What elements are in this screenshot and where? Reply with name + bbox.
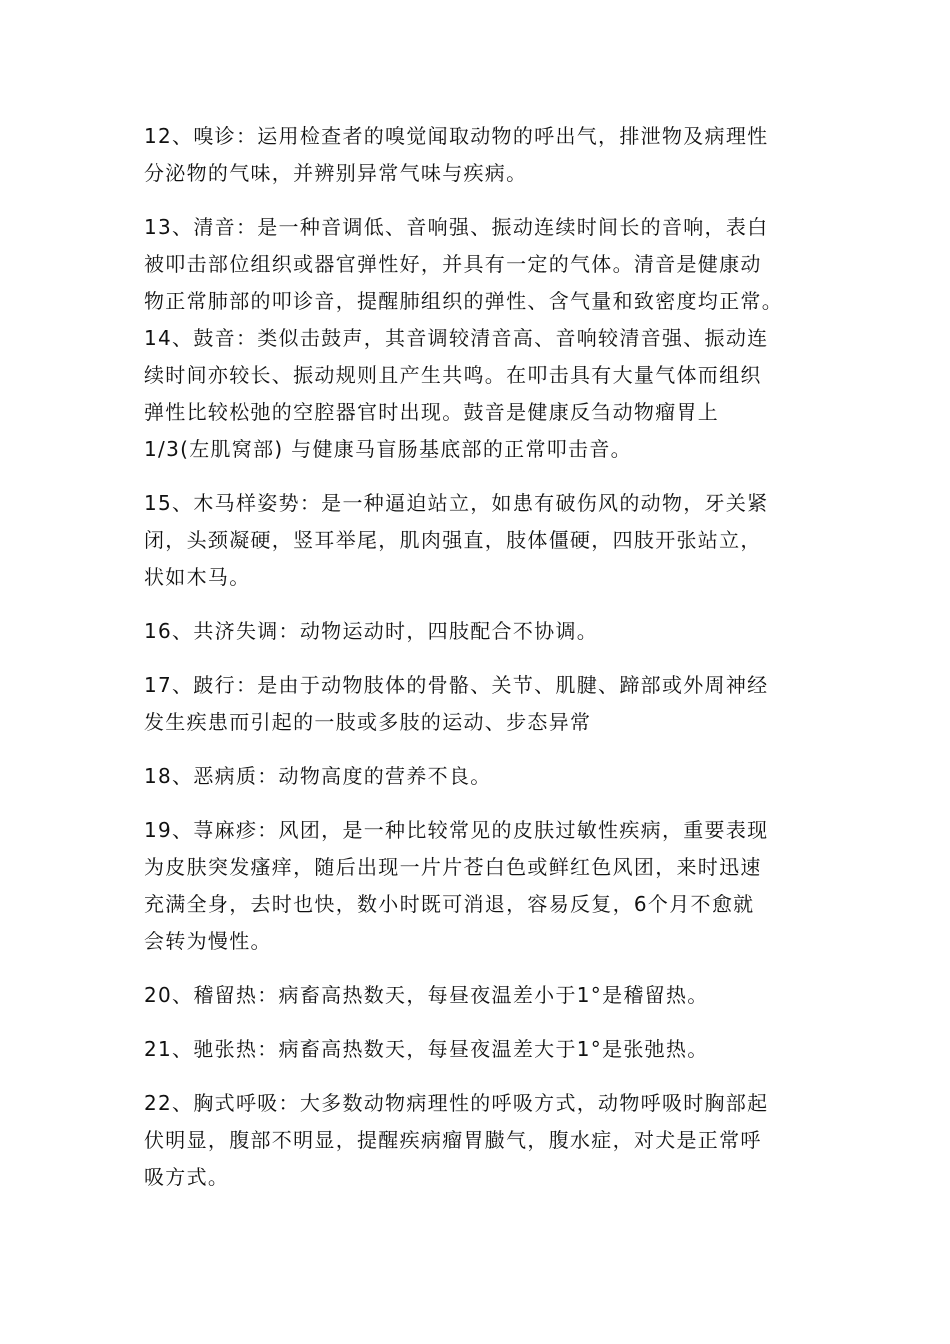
entry-21-remittent-fever: 21、驰张热：病畜高热数天，每昼夜温差大于1°是张弛热。 [144, 1037, 709, 1061]
entry-16-ataxia: 16、共济失调：动物运动时，四肢配合不协调。 [144, 619, 599, 643]
entry-22-thoracic-breathing: 22、胸式呼吸：大多数动物病理性的呼吸方式，动物呼吸时胸部起 伏明显，腹部不明显，提醒疾病瘤胃臌气，腹水症，对犬是正常呼 吸方式。 [144, 1091, 769, 1189]
document-body [144, 118, 816, 1196]
entry-17-lameness: 17、跛行：是由于动物肢体的骨骼、关节、肌腱、蹄部或外周神经 发生疾患而引起的一肢或多肢的运动、步态异常 [144, 673, 769, 734]
entry-15-sawhorse-posture: 15、木马样姿势：是一种逼迫站立，如患有破伤风的动物，牙关紧 闭，头颈凝硬，竖耳举尾，肌肉强直，肢体僵硬，四肢开张站立， 状如木马。 [144, 491, 769, 589]
entry-20-continuous-fever: 20、稽留热：病畜高热数天，每昼夜温差小于1°是稽留热。 [144, 983, 709, 1007]
entry-19-urticaria: 19、荨麻疹：风团，是一种比较常见的皮肤过敏性疾病，重要表现 为皮肤突发瘙痒，随后出现一片片苍白色或鲜红色风团，来时迅速 充满全身，去时也快，数小时既可消退，容易反复，6个月不愈就 会转为慢性。 [144, 818, 769, 953]
entry-12-sniff-diagnosis: 12、嗅诊：运用检查者的嗅觉闻取动物的呼出气，排泄物及病理性 分泌物的气味，并辨别异常气味与疾病。 [144, 124, 769, 185]
entry-13-resonant-sound: 13、清音：是一种音调低、音响强、振动连续时间长的音响，表白 被叩击部位组织或器官弹性好，并具有一定的气体。清音是健康动 物正常肺部的叩诊音，提醒肺组织的弹性、含气量和致密度均正常。 [144, 215, 783, 313]
entry-18-cachexia: 18、恶病质：动物高度的营养不良。 [144, 764, 492, 788]
entry-14-tympanic-sound: 14、鼓音：类似击鼓声，其音调较清音高、音响较清音强、振动连 续时间亦较长、振动规则且产生共鸣。在叩击具有大量气体而组织 弹性比较松弛的空腔器官时出现。鼓音是健康反刍动物瘤胃上 1/3(左肌窝部) 与健康马盲肠基底部的正常叩击音。 [144, 326, 769, 461]
